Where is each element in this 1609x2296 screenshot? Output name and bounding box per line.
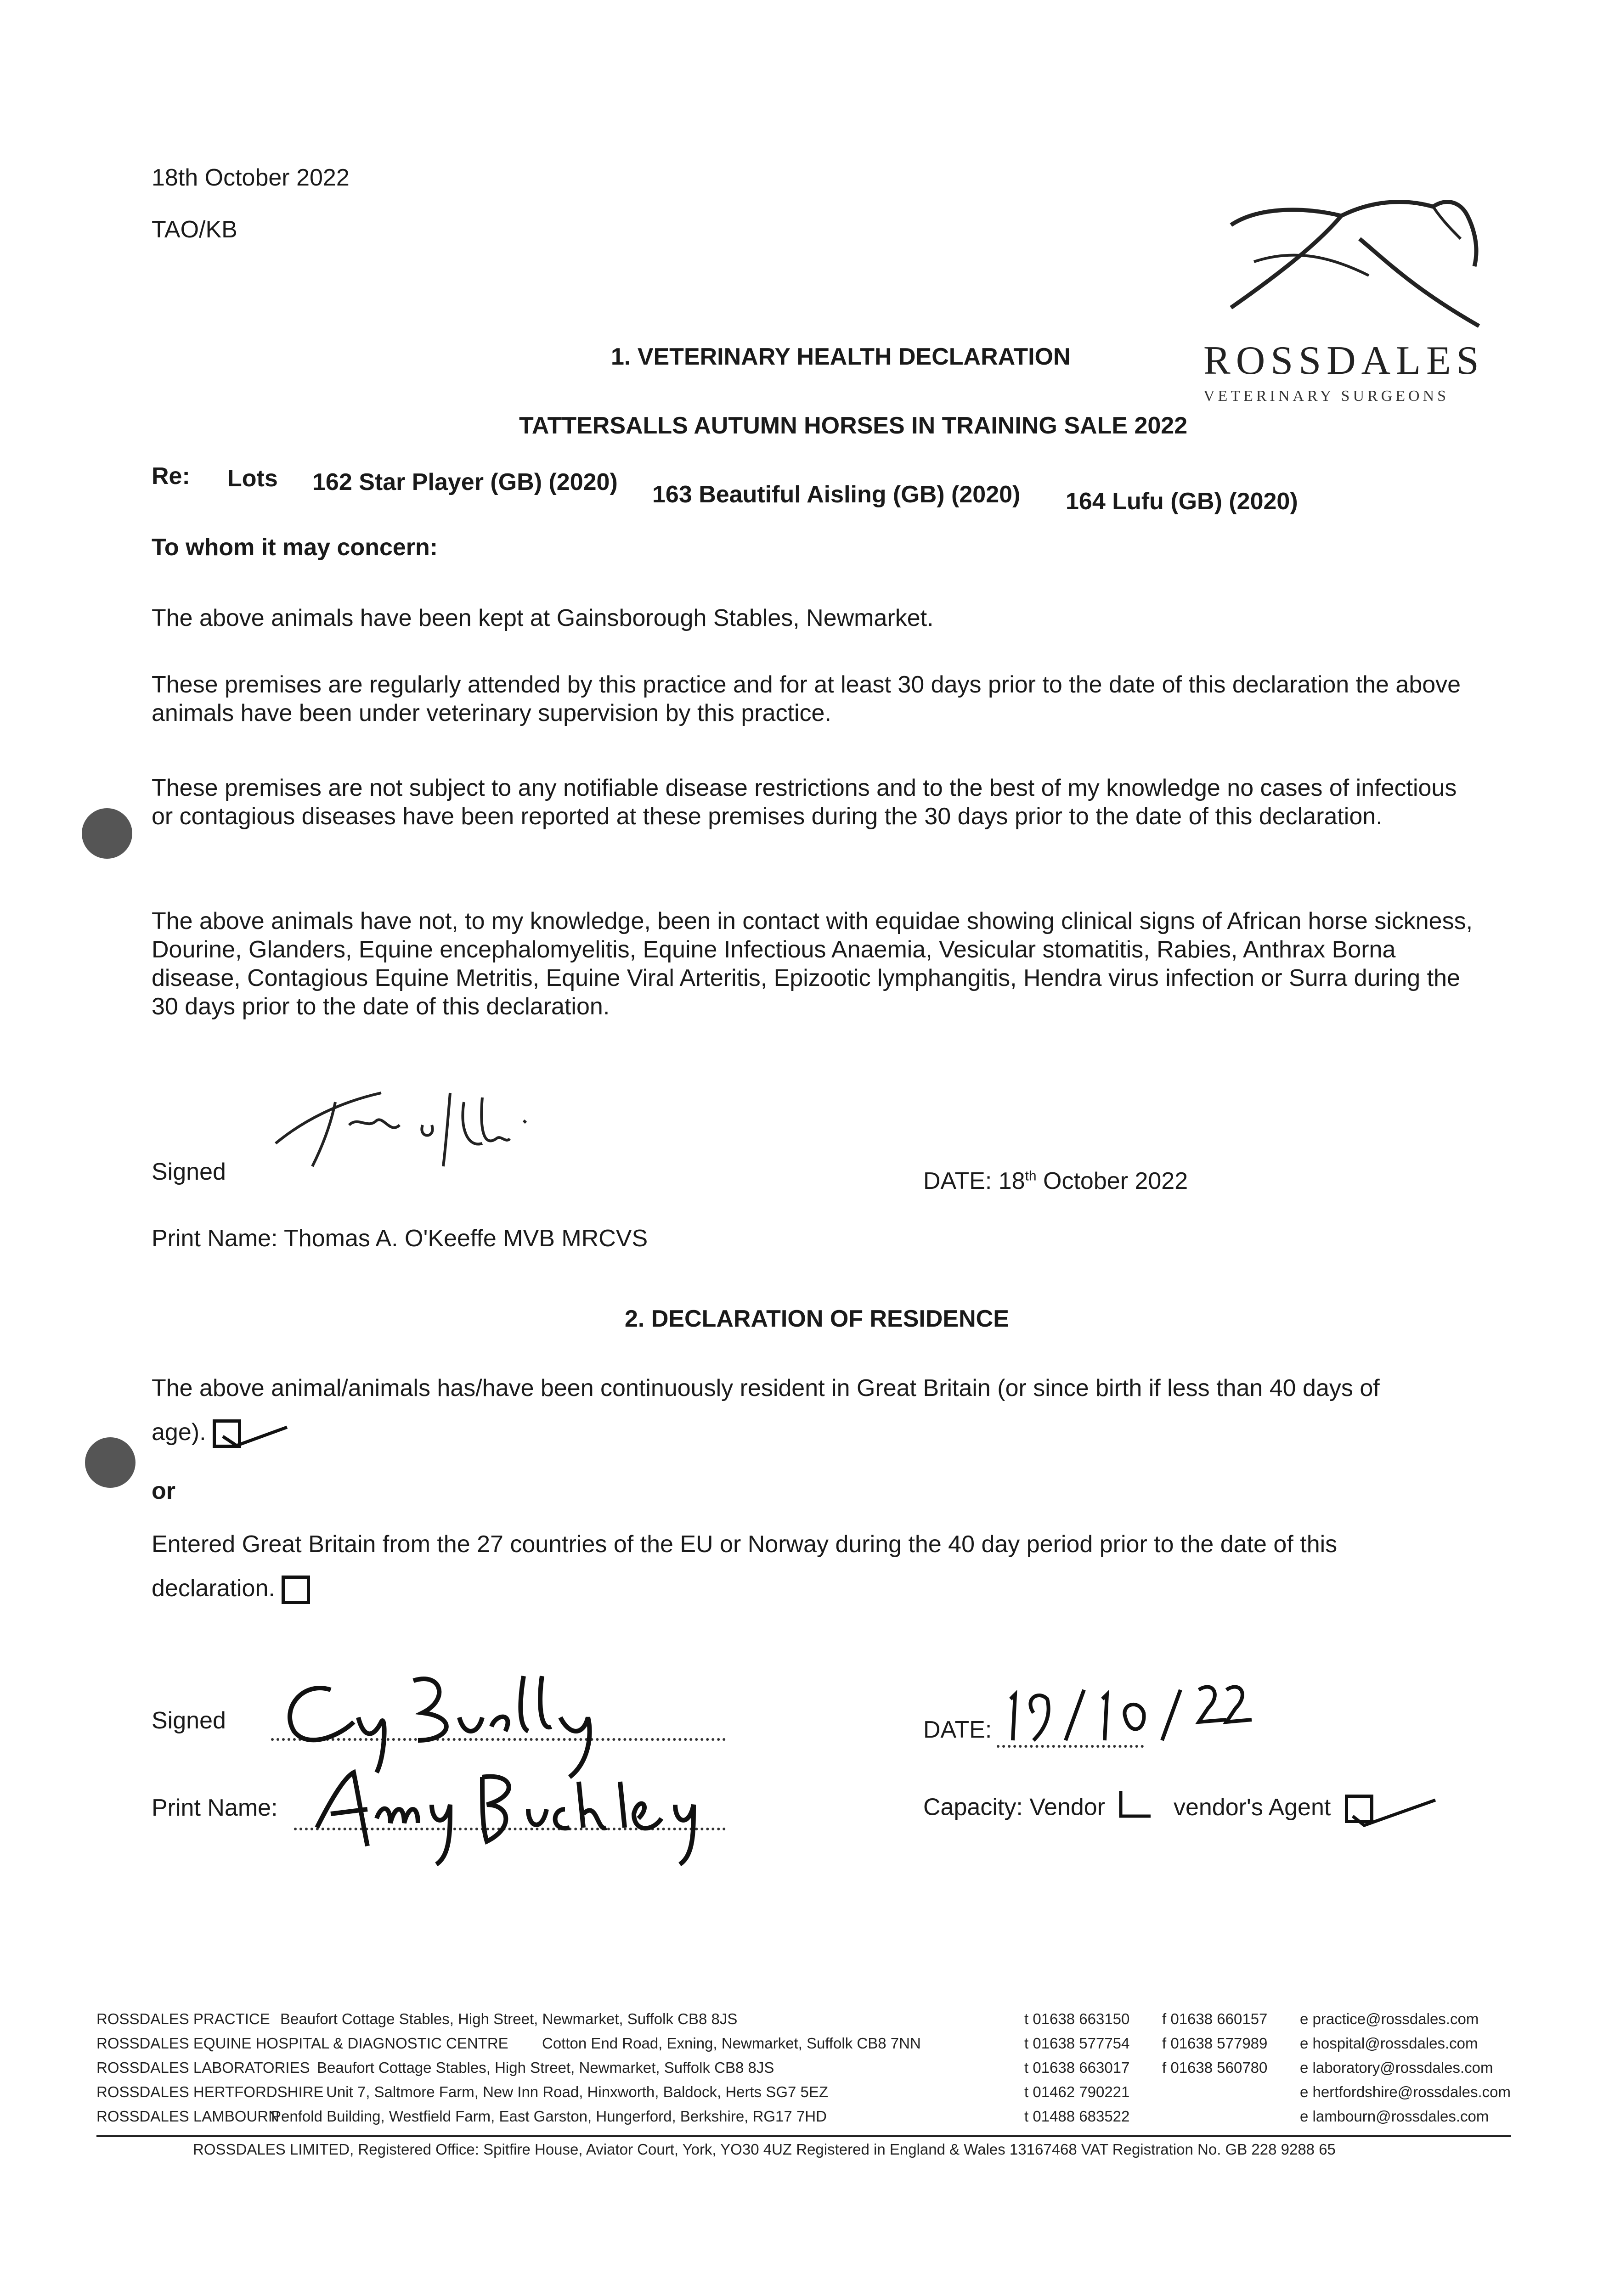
footer-row-name: ROSSDALES EQUINE HOSPITAL & DIAGNOSTIC CENTRE bbox=[96, 2035, 508, 2052]
footer-row-address: Cotton End Road, Exning, Newmarket, Suffolk CB8 7NN bbox=[542, 2035, 921, 2052]
checkmark-icon bbox=[1348, 1793, 1440, 1830]
residence-option-1 bbox=[152, 1366, 1438, 1454]
paragraph-contact: The above animals have not, to my knowledge, been in contact with equidae showing clinical signs of African horse sickness, Dourine, Glanders, Equine encephalomyelitis, Equine Infectious Anaemia, Vesicular stomatitis, Rabies, Anthrax Borna disease, Contagious Equine Metritis, Equine Viral Arteritis, Epizootic lymphangitis, Hendra virus infection or Surra during the 30 days prior to the date of this declaration. bbox=[152, 908, 1473, 1020]
vendor-checkbox[interactable] bbox=[1116, 1786, 1157, 1823]
greeting: To whom it may concern: bbox=[152, 534, 438, 561]
residence-option-2-checkbox[interactable] bbox=[282, 1576, 310, 1604]
vet-date bbox=[923, 1166, 1188, 1196]
section2-title: 2. DECLARATION OF RESIDENCE bbox=[625, 1306, 1009, 1332]
section1-subtitle: TATTERSALLS AUTUMN HORSES IN TRAINING SALE 2022 bbox=[519, 412, 1188, 439]
footer-legal: ROSSDALES LIMITED, Registered Office: Spitfire House, Aviator Court, York, YO30 4UZ Registered in England & Wales 13167468 VAT Registration No. GB 228 9288 65 bbox=[193, 2141, 1336, 2158]
agent-checkbox[interactable] bbox=[1345, 1795, 1373, 1823]
footer-row bbox=[96, 2083, 1520, 2108]
footer-row-address: Penfold Building, Westfield Farm, East Garston, Hungerford, Berkshire, RG17 7HD bbox=[271, 2108, 827, 2125]
footer-row-tel: t 01462 790221 bbox=[1024, 2083, 1130, 2100]
footer-row-email: e laboratory@rossdales.com bbox=[1300, 2059, 1493, 2076]
horse-logo-icon bbox=[1203, 188, 1488, 340]
footer-row-fax: f 01638 560780 bbox=[1162, 2059, 1268, 2076]
footer-row-fax: f 01638 660157 bbox=[1162, 2010, 1268, 2027]
vet-date-rest: October 2022 bbox=[1036, 1168, 1188, 1194]
residence-option-1-checkbox[interactable] bbox=[213, 1419, 241, 1448]
vendor-signed-label: Signed bbox=[152, 1707, 226, 1734]
vet-signed-label: Signed bbox=[152, 1159, 226, 1185]
residence-option-1-text: The above animal/animals has/have been continuously resident in Great Britain (or since birth if less than 40 days of age). bbox=[152, 1375, 1380, 1446]
agent-label: vendor's Agent bbox=[1173, 1794, 1331, 1821]
logo-name: ROSSDALES bbox=[1203, 338, 1485, 383]
vendor-print-label: Print Name: bbox=[152, 1795, 278, 1821]
footer-row-address: Beaufort Cottage Stables, High Street, Newmarket, Suffolk CB8 8JS bbox=[317, 2059, 774, 2076]
footer-row bbox=[96, 2059, 1520, 2083]
punch-hole-top bbox=[82, 808, 132, 859]
residence-option-2-text: Entered Great Britain from the 27 countries of the EU or Norway during the 40 day period prior to the date of this declaration. bbox=[152, 1531, 1338, 1602]
paragraph-stables: The above animals have been kept at Gainsborough Stables, Newmarket. bbox=[152, 605, 934, 631]
footer-contacts bbox=[96, 2010, 1520, 2132]
footer-row-tel: t 01638 663017 bbox=[1024, 2059, 1130, 2076]
footer-row-email: e lambourn@rossdales.com bbox=[1300, 2108, 1489, 2125]
re-label: Re: bbox=[152, 463, 190, 490]
document-reference: TAO/KB bbox=[152, 216, 237, 243]
section1-title: 1. VETERINARY HEALTH DECLARATION bbox=[611, 343, 1071, 370]
footer-row-name: ROSSDALES PRACTICE bbox=[96, 2010, 270, 2027]
footer-row-name: ROSSDALES LAMBOURN bbox=[96, 2108, 279, 2125]
vendor-date-handwritten bbox=[997, 1662, 1254, 1754]
footer-row-tel: t 01638 577754 bbox=[1024, 2035, 1130, 2052]
footer-row-email: e hospital@rossdales.com bbox=[1300, 2035, 1478, 2052]
vet-signature bbox=[266, 1075, 560, 1176]
footer-row-tel: t 01488 683522 bbox=[1024, 2108, 1130, 2125]
capacity-row bbox=[923, 1786, 1373, 1823]
footer-row bbox=[96, 2010, 1520, 2035]
footer-row-name: ROSSDALES HERTFORDSHIRE bbox=[96, 2083, 324, 2100]
capacity-label: Capacity: Vendor bbox=[923, 1794, 1106, 1821]
vet-print-name: Print Name: Thomas A. O'Keeffe MVB MRCVS bbox=[152, 1225, 648, 1252]
paragraph-supervision: These premises are regularly attended by this practice and for at least 30 days prior to the date of this declaration the above animals have been under veterinary supervision by this practice. bbox=[152, 671, 1461, 726]
lot-item: 163 Beautiful Aisling (GB) (2020) bbox=[652, 481, 1021, 508]
footer-row-address: Unit 7, Saltmore Farm, New Inn Road, Hinxworth, Baldock, Herts SG7 5EZ bbox=[326, 2083, 829, 2100]
vet-date-label: DATE: 18 bbox=[923, 1168, 1025, 1194]
residence-option-2 bbox=[152, 1522, 1438, 1610]
footer-row-name: ROSSDALES LABORATORIES bbox=[96, 2059, 310, 2076]
logo-tagline: VETERINARY SURGEONS bbox=[1203, 388, 1450, 405]
lot-item: 162 Star Player (GB) (2020) bbox=[312, 469, 618, 495]
footer-row-fax: f 01638 577989 bbox=[1162, 2035, 1268, 2052]
document-date: 18th October 2022 bbox=[152, 164, 350, 191]
checkmark-icon bbox=[218, 1420, 292, 1452]
rossdales-logo bbox=[1203, 188, 1488, 409]
vendor-print-handwritten bbox=[299, 1754, 721, 1869]
vet-date-suffix: th bbox=[1025, 1168, 1037, 1184]
footer-row bbox=[96, 2035, 1520, 2059]
footer-row-tel: t 01638 663150 bbox=[1024, 2010, 1130, 2027]
footer-row-email: e practice@rossdales.com bbox=[1300, 2010, 1479, 2027]
footer-row-email: e hertfordshire@rossdales.com bbox=[1300, 2083, 1511, 2100]
lots-label: Lots bbox=[227, 465, 278, 492]
paragraph-restrictions: These premises are not subject to any notifiable disease restrictions and to the best of my knowledge no cases of infectious or contagious diseases have been reported at these premises during the 30 days prior to the date of this declaration. bbox=[152, 775, 1457, 830]
lot-item: 164 Lufu (GB) (2020) bbox=[1066, 488, 1298, 515]
footer-divider bbox=[96, 2135, 1511, 2137]
footer-row-address: Beaufort Cottage Stables, High Street, Newmarket, Suffolk CB8 8JS bbox=[280, 2010, 738, 2027]
vendor-date-label: DATE: bbox=[923, 1716, 992, 1743]
or-label: or bbox=[152, 1478, 175, 1504]
footer-row bbox=[96, 2108, 1520, 2132]
punch-hole-bottom bbox=[85, 1437, 135, 1488]
